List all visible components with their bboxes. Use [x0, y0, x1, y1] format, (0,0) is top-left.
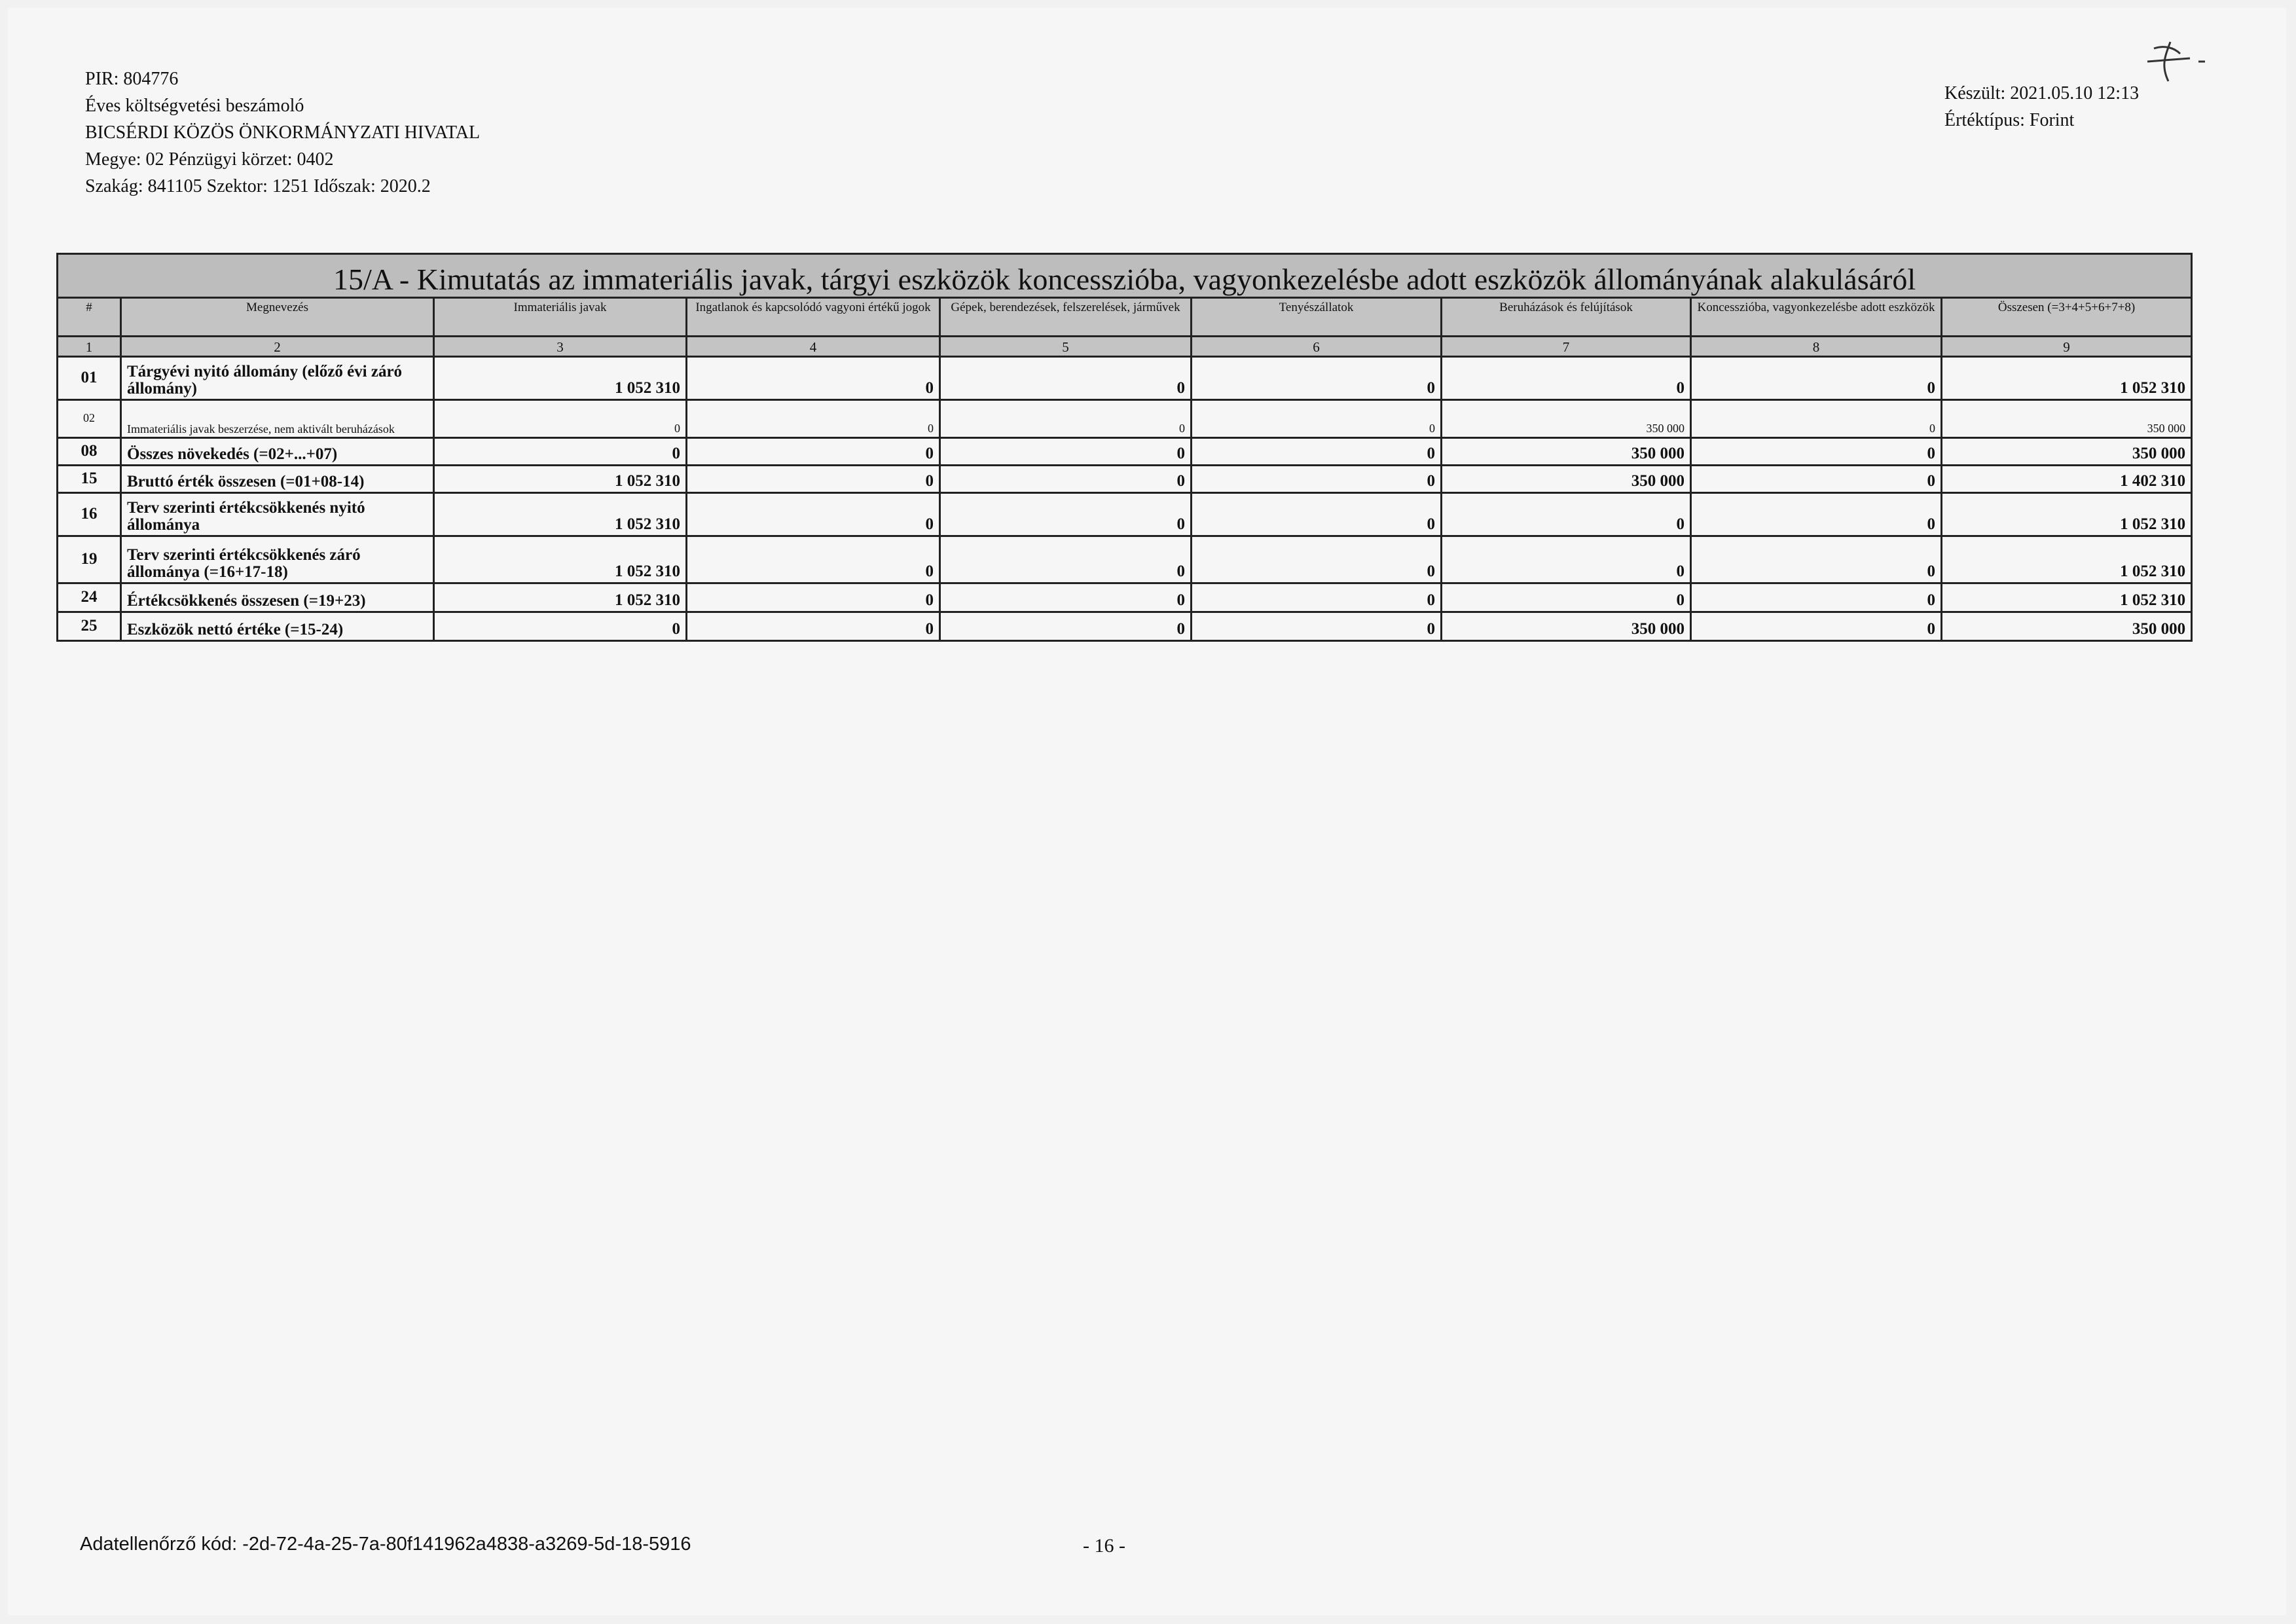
cell-value: 1 052 310 — [1942, 583, 2192, 612]
cell-value: 0 — [687, 493, 940, 536]
cell-value: 0 — [434, 612, 687, 641]
organization-name: BICSÉRDI KÖZÖS ÖNKORMÁNYZATI HIVATAL — [85, 122, 481, 143]
row-code: 08 — [58, 438, 121, 466]
cell-value: 0 — [1192, 536, 1442, 583]
column-number-row — [58, 337, 2192, 357]
row-label: Bruttó érték összesen (=01+08-14) — [121, 466, 434, 493]
cell-value: 350 000 — [1942, 400, 2192, 438]
cell-value: 0 — [1192, 583, 1442, 612]
cell-value: 0 — [1192, 357, 1442, 400]
cell-value: 0 — [940, 583, 1192, 612]
cell-value: 0 — [1691, 583, 1942, 612]
cell-value: 0 — [940, 493, 1192, 536]
cell-value: 0 — [1442, 493, 1691, 536]
cell-value: 1 052 310 — [1942, 357, 2192, 400]
cell-value: 0 — [1192, 466, 1442, 493]
row-code: 19 — [58, 536, 121, 583]
cell-value: 0 — [1442, 357, 1691, 400]
cell-value: 0 — [940, 536, 1192, 583]
row-label: Eszközök nettó értéke (=15-24) — [121, 612, 434, 641]
value-type: Értéktípus: Forint — [1944, 110, 2075, 130]
table-row — [58, 612, 2192, 641]
cell-value: 1 052 310 — [434, 493, 687, 536]
column-header: Immateriális javak — [434, 298, 687, 337]
cell-value: 0 — [434, 438, 687, 466]
cell-value: 0 — [940, 400, 1192, 438]
cell-value: 0 — [1691, 466, 1942, 493]
cell-value: 350 000 — [1442, 438, 1691, 466]
sector-period: Szakág: 841105 Szektor: 1251 Időszak: 2020.2 — [85, 176, 431, 196]
table-row — [58, 400, 2192, 438]
cell-value: 0 — [687, 400, 940, 438]
row-label: Értékcsökkenés összesen (=19+23) — [121, 583, 434, 612]
cell-value: 0 — [1192, 400, 1442, 438]
cell-value: 350 000 — [1442, 612, 1691, 641]
row-code: 01 — [58, 357, 121, 400]
cell-value: 0 — [940, 357, 1192, 400]
row-label: Összes növekedés (=02+...+07) — [121, 438, 434, 466]
column-header: Megnevezés — [121, 298, 434, 337]
pir-number: PIR: 804776 — [85, 69, 179, 89]
cell-value: 0 — [687, 536, 940, 583]
cell-value: 350 000 — [1442, 466, 1691, 493]
cell-value: 350 000 — [1442, 400, 1691, 438]
row-code: 02 — [58, 400, 121, 438]
column-number: 6 — [1192, 337, 1442, 357]
report-type: Éves költségvetési beszámoló — [85, 96, 304, 116]
page-number: - 16 - — [1083, 1535, 1125, 1557]
table-row — [58, 583, 2192, 612]
cell-value: 350 000 — [1942, 612, 2192, 641]
cell-value: 1 052 310 — [434, 466, 687, 493]
cell-value: 1 052 310 — [434, 357, 687, 400]
document-page — [8, 8, 2286, 1615]
row-label: Tárgyévi nyitó állomány (előző évi záró állomány) — [121, 357, 434, 400]
cell-value: 1 402 310 — [1942, 466, 2192, 493]
column-number: 9 — [1942, 337, 2192, 357]
table-row — [58, 438, 2192, 466]
cell-value: 0 — [1442, 583, 1691, 612]
report-meta — [1944, 80, 2139, 134]
column-number: 1 — [58, 337, 121, 357]
cell-value: 0 — [1442, 536, 1691, 583]
column-header: Tenyészállatok — [1192, 298, 1442, 337]
cell-value: 1 052 310 — [1942, 493, 2192, 536]
created-timestamp: Készült: 2021.05.10 12:13 — [1944, 83, 2140, 103]
column-number: 5 — [940, 337, 1192, 357]
row-code: 24 — [58, 583, 121, 612]
cell-value: 0 — [1691, 438, 1942, 466]
cell-value: 0 — [940, 612, 1192, 641]
row-label: Immateriális javak beszerzése, nem aktivált beruházások — [121, 400, 434, 438]
column-header: Koncesszióba, vagyonkezelésbe adott eszközök — [1691, 298, 1942, 337]
cell-value: 0 — [1192, 493, 1442, 536]
row-label: Terv szerinti értékcsökkenés nyitó állománya — [121, 493, 434, 536]
cell-value: 0 — [687, 357, 940, 400]
column-number: 3 — [434, 337, 687, 357]
cell-value: 0 — [1691, 493, 1942, 536]
column-header: Összesen (=3+4+5+6+7+8) — [1942, 298, 2192, 337]
county-district: Megye: 02 Pénzügyi körzet: 0402 — [85, 149, 334, 170]
row-label: Terv szerinti értékcsökkenés záró állománya (=16+17-18) — [121, 536, 434, 583]
cell-value: 0 — [940, 438, 1192, 466]
cell-value: 0 — [1691, 612, 1942, 641]
cell-value: 0 — [1192, 612, 1442, 641]
column-header: Beruházások és felújítások — [1442, 298, 1691, 337]
report-header — [85, 65, 480, 200]
column-number: 8 — [1691, 337, 1942, 357]
column-number: 7 — [1442, 337, 1691, 357]
table-row — [58, 466, 2192, 493]
cell-value: 350 000 — [1942, 438, 2192, 466]
cell-value: 0 — [687, 612, 940, 641]
cell-value: 0 — [1691, 357, 1942, 400]
column-header: Ingatlanok és kapcsolódó vagyoni értékű jogok — [687, 298, 940, 337]
cell-value: 0 — [940, 466, 1192, 493]
cell-value: 0 — [1691, 536, 1942, 583]
cell-value: 1 052 310 — [434, 536, 687, 583]
cell-value: 0 — [1192, 438, 1442, 466]
cell-value: 1 052 310 — [1942, 536, 2192, 583]
table-title: 15/A - Kimutatás az immateriális javak, tárgyi eszközök koncesszióba, vagyonkezelésbe adott eszközök állományának alakulásáról — [58, 254, 2192, 298]
column-number: 4 — [687, 337, 940, 357]
cell-value: 0 — [687, 583, 940, 612]
column-header: # — [58, 298, 121, 337]
cell-value: 0 — [434, 400, 687, 438]
cell-value: 0 — [1691, 400, 1942, 438]
column-header-row — [58, 298, 2192, 337]
handwritten-initials — [2134, 35, 2213, 94]
table-row — [58, 493, 2192, 536]
data-check-code: Adatellenőrző kód: -2d-72-4a-25-7a-80f141962a4838-a3269-5d-18-5916 — [80, 1534, 691, 1555]
cell-value: 0 — [687, 466, 940, 493]
table-row — [58, 536, 2192, 583]
row-code: 15 — [58, 466, 121, 493]
table-row — [58, 357, 2192, 400]
row-code: 16 — [58, 493, 121, 536]
asset-statement-table — [56, 253, 2193, 642]
column-number: 2 — [121, 337, 434, 357]
cell-value: 0 — [687, 438, 940, 466]
cell-value: 1 052 310 — [434, 583, 687, 612]
column-header: Gépek, berendezések, felszerelések, járművek — [940, 298, 1192, 337]
row-code: 25 — [58, 612, 121, 641]
